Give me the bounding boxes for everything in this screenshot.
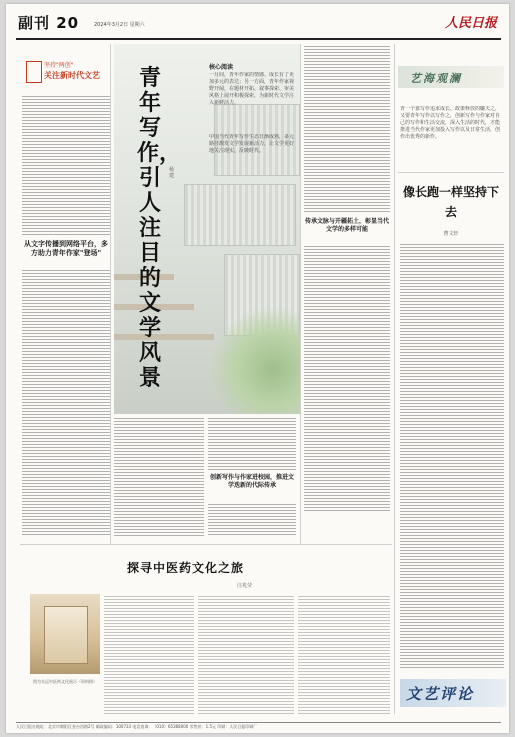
section-label: 副刊 20 bbox=[18, 14, 80, 32]
bottom-article-photo bbox=[30, 594, 100, 674]
column-stamp-text: 文艺评论 bbox=[406, 685, 475, 703]
exhibit-display-case bbox=[44, 606, 88, 664]
newspaper-logo: 人民日报 bbox=[444, 16, 497, 31]
bottom-article-divider bbox=[20, 544, 392, 545]
col-3-text-top bbox=[208, 418, 296, 470]
essay-author: 曹文轩 bbox=[443, 231, 459, 237]
left-subheading: 从文字传播到网络平台，多方助力青年作家"登场" bbox=[24, 240, 108, 257]
column-divider-1 bbox=[110, 44, 111, 544]
column-stamp bbox=[400, 679, 506, 707]
column-head-banner bbox=[398, 66, 504, 88]
column-head-label: 艺海观澜 bbox=[410, 72, 462, 85]
left-text-block-2 bbox=[22, 270, 110, 536]
left-text-block-1 bbox=[22, 96, 110, 236]
bookshelf-2 bbox=[184, 184, 296, 246]
feature-title: 青年写作，引人注目的文学风景 bbox=[137, 65, 182, 391]
bottom-text-col-3 bbox=[298, 596, 390, 714]
essay-text bbox=[400, 244, 504, 670]
column-divider-3 bbox=[394, 44, 395, 714]
badge-frame-icon bbox=[26, 61, 42, 83]
column-divider-2 bbox=[300, 44, 301, 544]
issue-date: 2024年3月2日 星期六 bbox=[94, 22, 145, 28]
essay-lead: 青一个靠写作追求成长、政策释放的镰夫之，又要青年写作以写作之，创新写作与作家对自己的写作和生活交流，深入生活的时代，才能推进当代作家更加投入写作以及日常生活，创作出优秀的新作。 bbox=[400, 106, 501, 140]
page-header bbox=[16, 10, 501, 40]
stair-3 bbox=[114, 334, 214, 340]
col-3-text-bottom bbox=[208, 504, 296, 536]
essay-title: 像长跑一样坚持下去 bbox=[402, 185, 499, 219]
col-4-text-bottom bbox=[304, 246, 390, 512]
bottom-text-col-2 bbox=[198, 596, 294, 714]
feature-author: 杨建 bbox=[169, 167, 175, 179]
badge-line-2: 关注新时代文艺 bbox=[44, 71, 100, 80]
col-2-text bbox=[114, 418, 204, 536]
badge-line-1: 坚持"两创" bbox=[44, 62, 74, 69]
bottom-article-author: 汪兆莹 bbox=[237, 583, 253, 589]
col-3-subheading: 创新写作与作家进校园，推进文学迭新的代际传承 bbox=[209, 474, 294, 489]
photo-caption: 图为太远中医药文化展示（资料图） bbox=[33, 679, 97, 684]
bottom-text-col-1 bbox=[104, 596, 194, 714]
core-read-para-2: 中国当代青年写作生态日渐成熟，多元路径激发文学发展新活力，让文学更好地关注现实，反映时代。 bbox=[209, 134, 295, 154]
col-4-subheading: 传承文脉与开疆拓土，彰显当代文学的多样可能 bbox=[304, 218, 389, 233]
col-4-text-top bbox=[304, 46, 390, 214]
page-footer: 人民日报社地址：北京市朝阳区金台西路2号 邮政编码：100733 电话查询：（010）65368000 零售价：1.5元 印刷：人民日报印刷厂 bbox=[16, 722, 501, 731]
essay-divider bbox=[398, 172, 504, 173]
core-read-para-1: 一月间，青年作家的情感、成长有了更加多元的表达；另一方面，青年作家视野开阔，在题材开拓、叙事探索、审美风格上展开积极探索，为新时代文学注入新鲜活力。 bbox=[209, 72, 295, 106]
column-badge bbox=[26, 59, 112, 85]
newspaper-page bbox=[6, 4, 509, 733]
core-read-label: 核心阅读 bbox=[209, 64, 234, 71]
bottom-article-title: 探寻中医药文化之旅 bbox=[127, 561, 245, 575]
plant-foliage bbox=[210, 304, 300, 414]
